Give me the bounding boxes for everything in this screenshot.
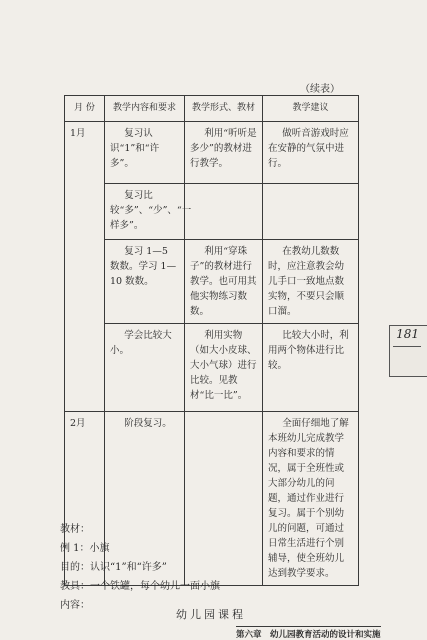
- content-cell: 复习比较“多”、“少”、“一样多”。: [105, 184, 185, 240]
- advice-cell: [263, 184, 359, 240]
- month-cell: 1月: [65, 122, 105, 412]
- month-cell: 2月: [65, 412, 105, 586]
- teaching-plan-table: [64, 95, 359, 586]
- content-cell: 复习认识“1”和“许多”。: [105, 122, 185, 184]
- advice-cell: 做听音游戏时应在安静的气氛中进行。: [263, 122, 359, 184]
- footer-chapter-title: 第六章 幼儿园教育活动的设计和实施: [236, 626, 381, 640]
- advice-cell: 比较大小时，利用两个物体进行比较。: [263, 324, 359, 412]
- table-header-row: [65, 96, 359, 122]
- advice-cell: 在教幼儿数数时，应注意教会幼儿手口一致地点数实物，不要只会顺口溜。: [263, 240, 359, 324]
- content-cell: 复习 1—5 数数。学习 1—10 数数。: [105, 240, 185, 324]
- header-month: 月 份: [65, 96, 105, 122]
- page-number: 181: [396, 327, 419, 341]
- text-line-example: 例 1：小旗: [60, 543, 110, 554]
- form-cell: 利用“穿珠子”的教材进行教学。也可用其他实物练习数数。: [185, 240, 263, 324]
- advice-cell: 全面仔细地了解本班幼儿完成教学内容和要求的情况，属于全班性或大部分幼儿的问题，通过作业进行复习。属于个别幼儿的问题，可通过日常生活进行个别辅导，使全班幼儿达到教学要求。: [263, 412, 359, 586]
- content-cell: 学会比较大小。: [105, 324, 185, 412]
- form-cell: 利用“听听是多少”的教材进行教学。: [185, 122, 263, 184]
- form-cell: [185, 184, 263, 240]
- continued-label: （续表）: [300, 84, 340, 95]
- text-line-content: 内容：: [60, 600, 90, 611]
- text-line-teaching-aids: 教具：一个铁罐，每个幼儿一面小旗: [60, 581, 220, 592]
- header-advice: 教学建议: [263, 96, 359, 122]
- table-row: [65, 324, 359, 412]
- content-cell: 阶段复习。: [105, 412, 185, 586]
- header-content: 教学内容和要求: [105, 96, 185, 122]
- table-row: [65, 184, 359, 240]
- page-tab-rule: [393, 346, 421, 347]
- table-row: [65, 122, 359, 184]
- footer-book-title: 幼儿园课程: [176, 608, 246, 621]
- text-line-purpose: 目的：认识“1”和“许多”: [60, 562, 167, 573]
- header-form: 教学形式、教材: [185, 96, 263, 122]
- text-line-materials: 教材：: [60, 524, 90, 535]
- table-row: [65, 240, 359, 324]
- lesson-text: [60, 520, 220, 615]
- form-cell: 利用实物（如大小皮球、大小气球）进行比较。见教材“比一比”。: [185, 324, 263, 412]
